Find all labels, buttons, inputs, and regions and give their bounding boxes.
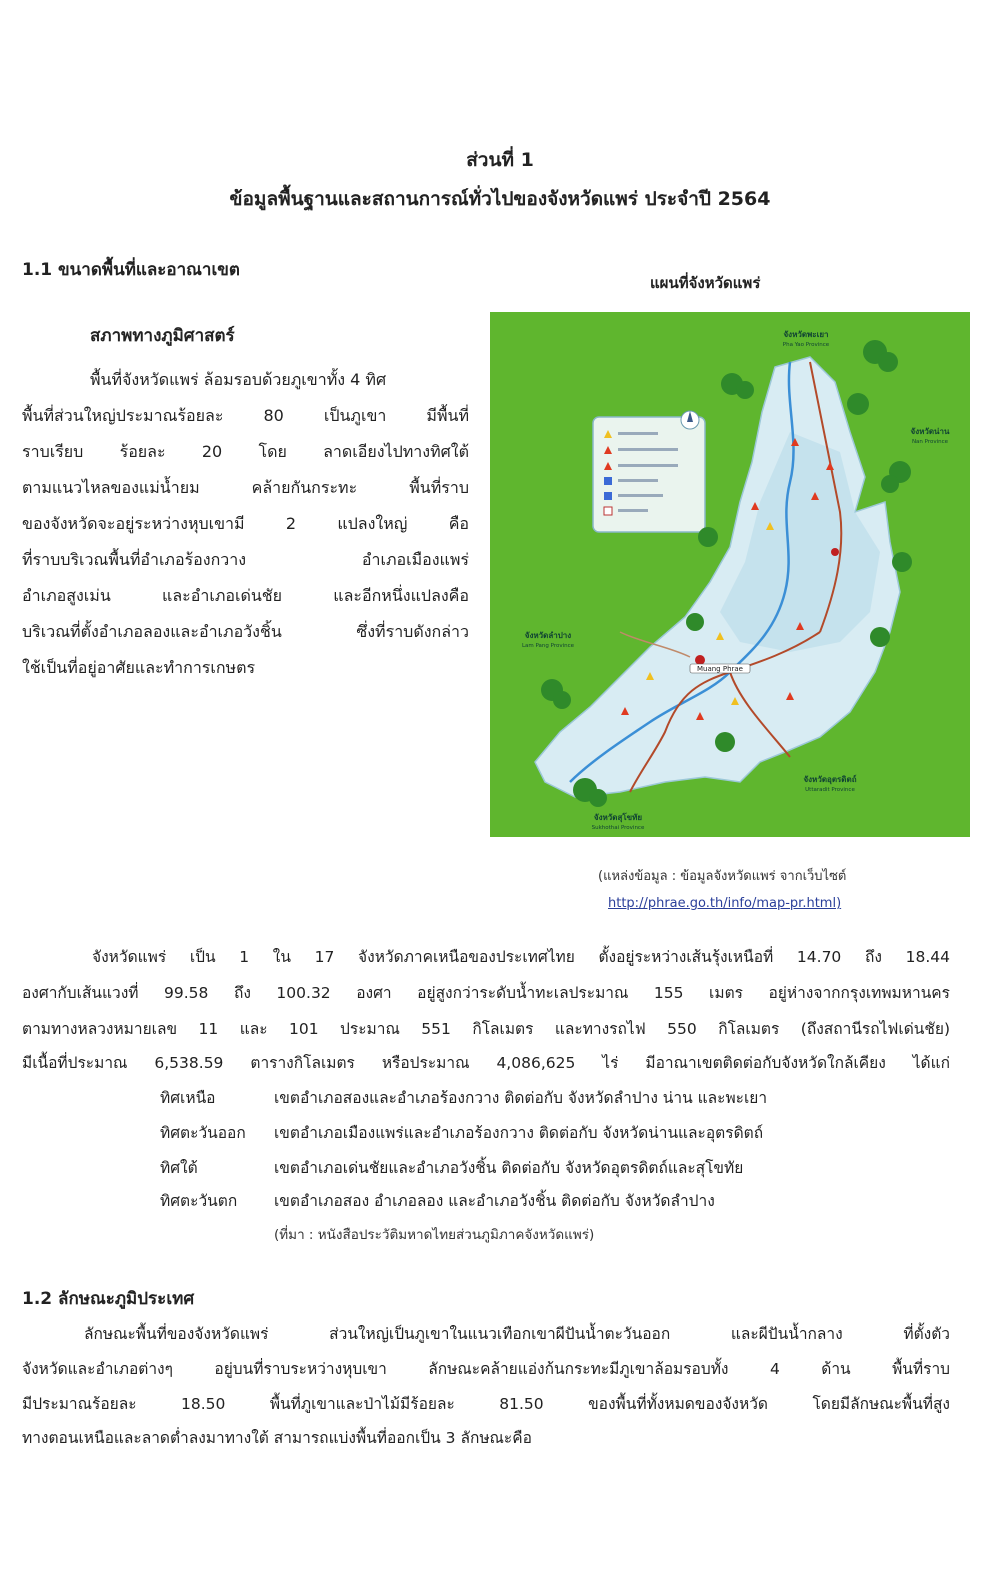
border-direction: ทิศตะวันออก — [160, 1124, 246, 1142]
geo-line: ที่ราบบริเวณพื้นที่อำเภอร้องกวาง อำเภอเมืองแพร่ — [22, 550, 469, 569]
city-marker — [695, 655, 705, 665]
label-sukhothai-en: Sukhothai Province — [591, 825, 645, 831]
border-direction: ทิศตะวันตก — [160, 1192, 238, 1210]
geography-paragraph — [22, 362, 469, 686]
legend-text — [618, 479, 658, 482]
legend-waterfall-icon — [604, 492, 612, 500]
label-uttaradit: จังหวัดอุตรดิตถ์ — [803, 775, 857, 784]
legend-text — [618, 448, 678, 451]
body-line: ตามทางหลวงหมายเลข 11 และ 101 ประมาณ 551 กิโลเมตร และทางรถไฟ 550 กิโลเมตร (ถึงสถานีรถไฟเด่นชัย) — [22, 1020, 950, 1038]
geo-line: ใช้เป็นที่อยู่อาศัยและทำการเกษตร — [22, 658, 256, 677]
map-source-url[interactable]: http://phrae.go.th/info/map-pr.html) — [608, 896, 842, 911]
border-row-north — [160, 1085, 767, 1110]
phrae-province-map — [490, 312, 970, 837]
border-direction: ทิศใต้ — [160, 1159, 198, 1177]
terrain-line: ลักษณะพื้นที่ของจังหวัดแพร่ ส่วนใหญ่เป็นภูเขาในแนวเทือกเขาผีปันน้ำตะวันออก และผีปันน้ำกลาง ที่ตั้งตัว — [84, 1325, 950, 1343]
body-line: จังหวัดแพร่ เป็น 1 ใน 17 จังหวัดภาคเหนือของประเทศไทย ตั้งอยู่ระหว่างเส้นรุ้งเหนือที่ 14.70 ถึง 18.44 — [92, 948, 950, 966]
section-title: ส่วนที่ 1 — [466, 149, 534, 171]
label-sukhothai: จังหวัดสุโขทัย — [593, 813, 643, 822]
geo-line: พื้นที่จังหวัดแพร่ ล้อมรอบด้วยภูเขาทั้ง 4 ทิศ — [90, 370, 387, 389]
geo-line: บริเวณที่ตั้งอำเภอลองและอำเภอวังชิ้น ซึ่งที่ราบดังกล่าว — [22, 622, 469, 641]
border-description: เขตอำเภอเด่นชัยและอำเภอวังชิ้น ติดต่อกับ จังหวัดอุตรดิตถ์และสุโขทัย — [274, 1159, 744, 1177]
city-label: Muang Phrae — [696, 665, 744, 673]
geo-line: ของจังหวัดจะอยู่ระหว่างหุบเขามี 2 แปลงใหญ่ คือ — [22, 514, 469, 533]
geo-line: พื้นที่ส่วนใหญ่ประมาณร้อยละ 80 เป็นภูเขา มีพื้นที่ — [22, 406, 469, 425]
border-row-west — [160, 1188, 715, 1213]
border-source: (ที่มา : หนังสือประวัติมหาดไทยส่วนภูมิภาคจังหวัดแพร่) — [274, 1227, 595, 1243]
border-row-south — [160, 1155, 743, 1180]
district-marker — [831, 548, 839, 556]
body-line: มีเนื้อที่ประมาณ 6,538.59 ตารางกิโลเมตร หรือประมาณ 4,086,625 ไร่ มีอาณาเขตติดต่อกับจังหวัดใกล้เคียง ได้แก่ — [22, 1054, 950, 1072]
label-phayao: จังหวัดพะเยา — [783, 330, 829, 339]
legend-text — [618, 494, 663, 497]
terrain-line: มีประมาณร้อยละ 18.50 พื้นที่ภูเขาและป่าไม้มีร้อยละ 81.50 ของพื้นที่ทั้งหมดของจังหวัด โดยมีลักษณะพื้นที่สูง — [22, 1395, 950, 1413]
legend-cave-icon — [604, 507, 612, 515]
document-subtitle: ข้อมูลพื้นฐานและสถานการณ์ทั่วไปของจังหวัดแพร่ ประจำปี 2564 — [229, 188, 771, 210]
border-description: เขตอำเภอสอง อำเภอลอง และอำเภอวังชิ้น ติดต่อกับ จังหวัดลำปาง — [274, 1192, 715, 1210]
legend-hotel-icon — [604, 477, 612, 485]
border-description: เขตอำเภอเมืองแพร่และอำเภอร้องกวาง ติดต่อกับ จังหวัดน่านและอุตรดิตถ์ — [274, 1124, 764, 1142]
label-phayao-en: Pha Yao Province — [782, 342, 830, 348]
legend-text — [618, 509, 648, 512]
body-line: องศากับเส้นแวงที่ 99.58 ถึง 100.32 องศา อยู่สูงกว่าระดับน้ำทะเลประมาณ 155 เมตร อยู่ห่างจากกรุงเทพมหานคร — [22, 984, 950, 1002]
terrain-line: ทางตอนเหนือและลาดต่ำลงมาทางใต้ สามารถแบ่งพื้นที่ออกเป็น 3 ลักษณะคือ — [22, 1429, 532, 1447]
section-1-2-heading: 1.2 ลักษณะภูมิประเทศ — [22, 1289, 195, 1309]
border-row-east — [160, 1120, 763, 1145]
label-uttaradit-en: Uttaradit Province — [805, 787, 855, 793]
map-source: (แหล่งข้อมูล : ข้อมูลจังหวัดแพร่ จากเว็บไซต์ — [598, 869, 847, 884]
geo-line: ตามแนวไหลของแม่น้ำยม คล้ายกันกระทะ พื้นที่ราบ — [22, 478, 469, 497]
terrain-line: จังหวัดและอำเภอต่างๆ อยู่บนที่ราบระหว่างหุบเขา ลักษณะคล้ายแอ่งก้นกระทะมีภูเขาล้อมรอบทั้ง 4 ด้าน พื้นที่ราบ — [22, 1360, 950, 1378]
label-nan-en: Nan Province — [911, 439, 949, 445]
label-lampang: จังหวัดลำปาง — [524, 631, 572, 640]
legend-text — [618, 432, 658, 435]
geo-line: ราบเรียบ ร้อยละ 20 โดย ลาดเอียงไปทางทิศใต้ — [22, 442, 469, 461]
map-graphic — [490, 312, 970, 837]
border-description: เขตอำเภอสองและอำเภอร้องกวาง ติดต่อกับ จังหวัดลำปาง น่าน และพะเยา — [274, 1089, 768, 1107]
geography-subheading: สภาพทางภูมิศาสตร์ — [90, 326, 235, 346]
map-title: แผนที่จังหวัดแพร่ — [650, 274, 761, 292]
legend-text — [618, 464, 678, 467]
label-nan: จังหวัดน่าน — [910, 427, 950, 436]
section-1-1-heading: 1.1 ขนาดพื้นที่และอาณาเขต — [22, 260, 240, 280]
geo-line: อำเภอสูงเม่น และอำเภอเด่นชัย และอีกหนึ่งแปลงคือ — [22, 586, 469, 605]
border-direction: ทิศเหนือ — [160, 1089, 216, 1107]
label-lampang-en: Lam Pang Province — [521, 643, 575, 649]
